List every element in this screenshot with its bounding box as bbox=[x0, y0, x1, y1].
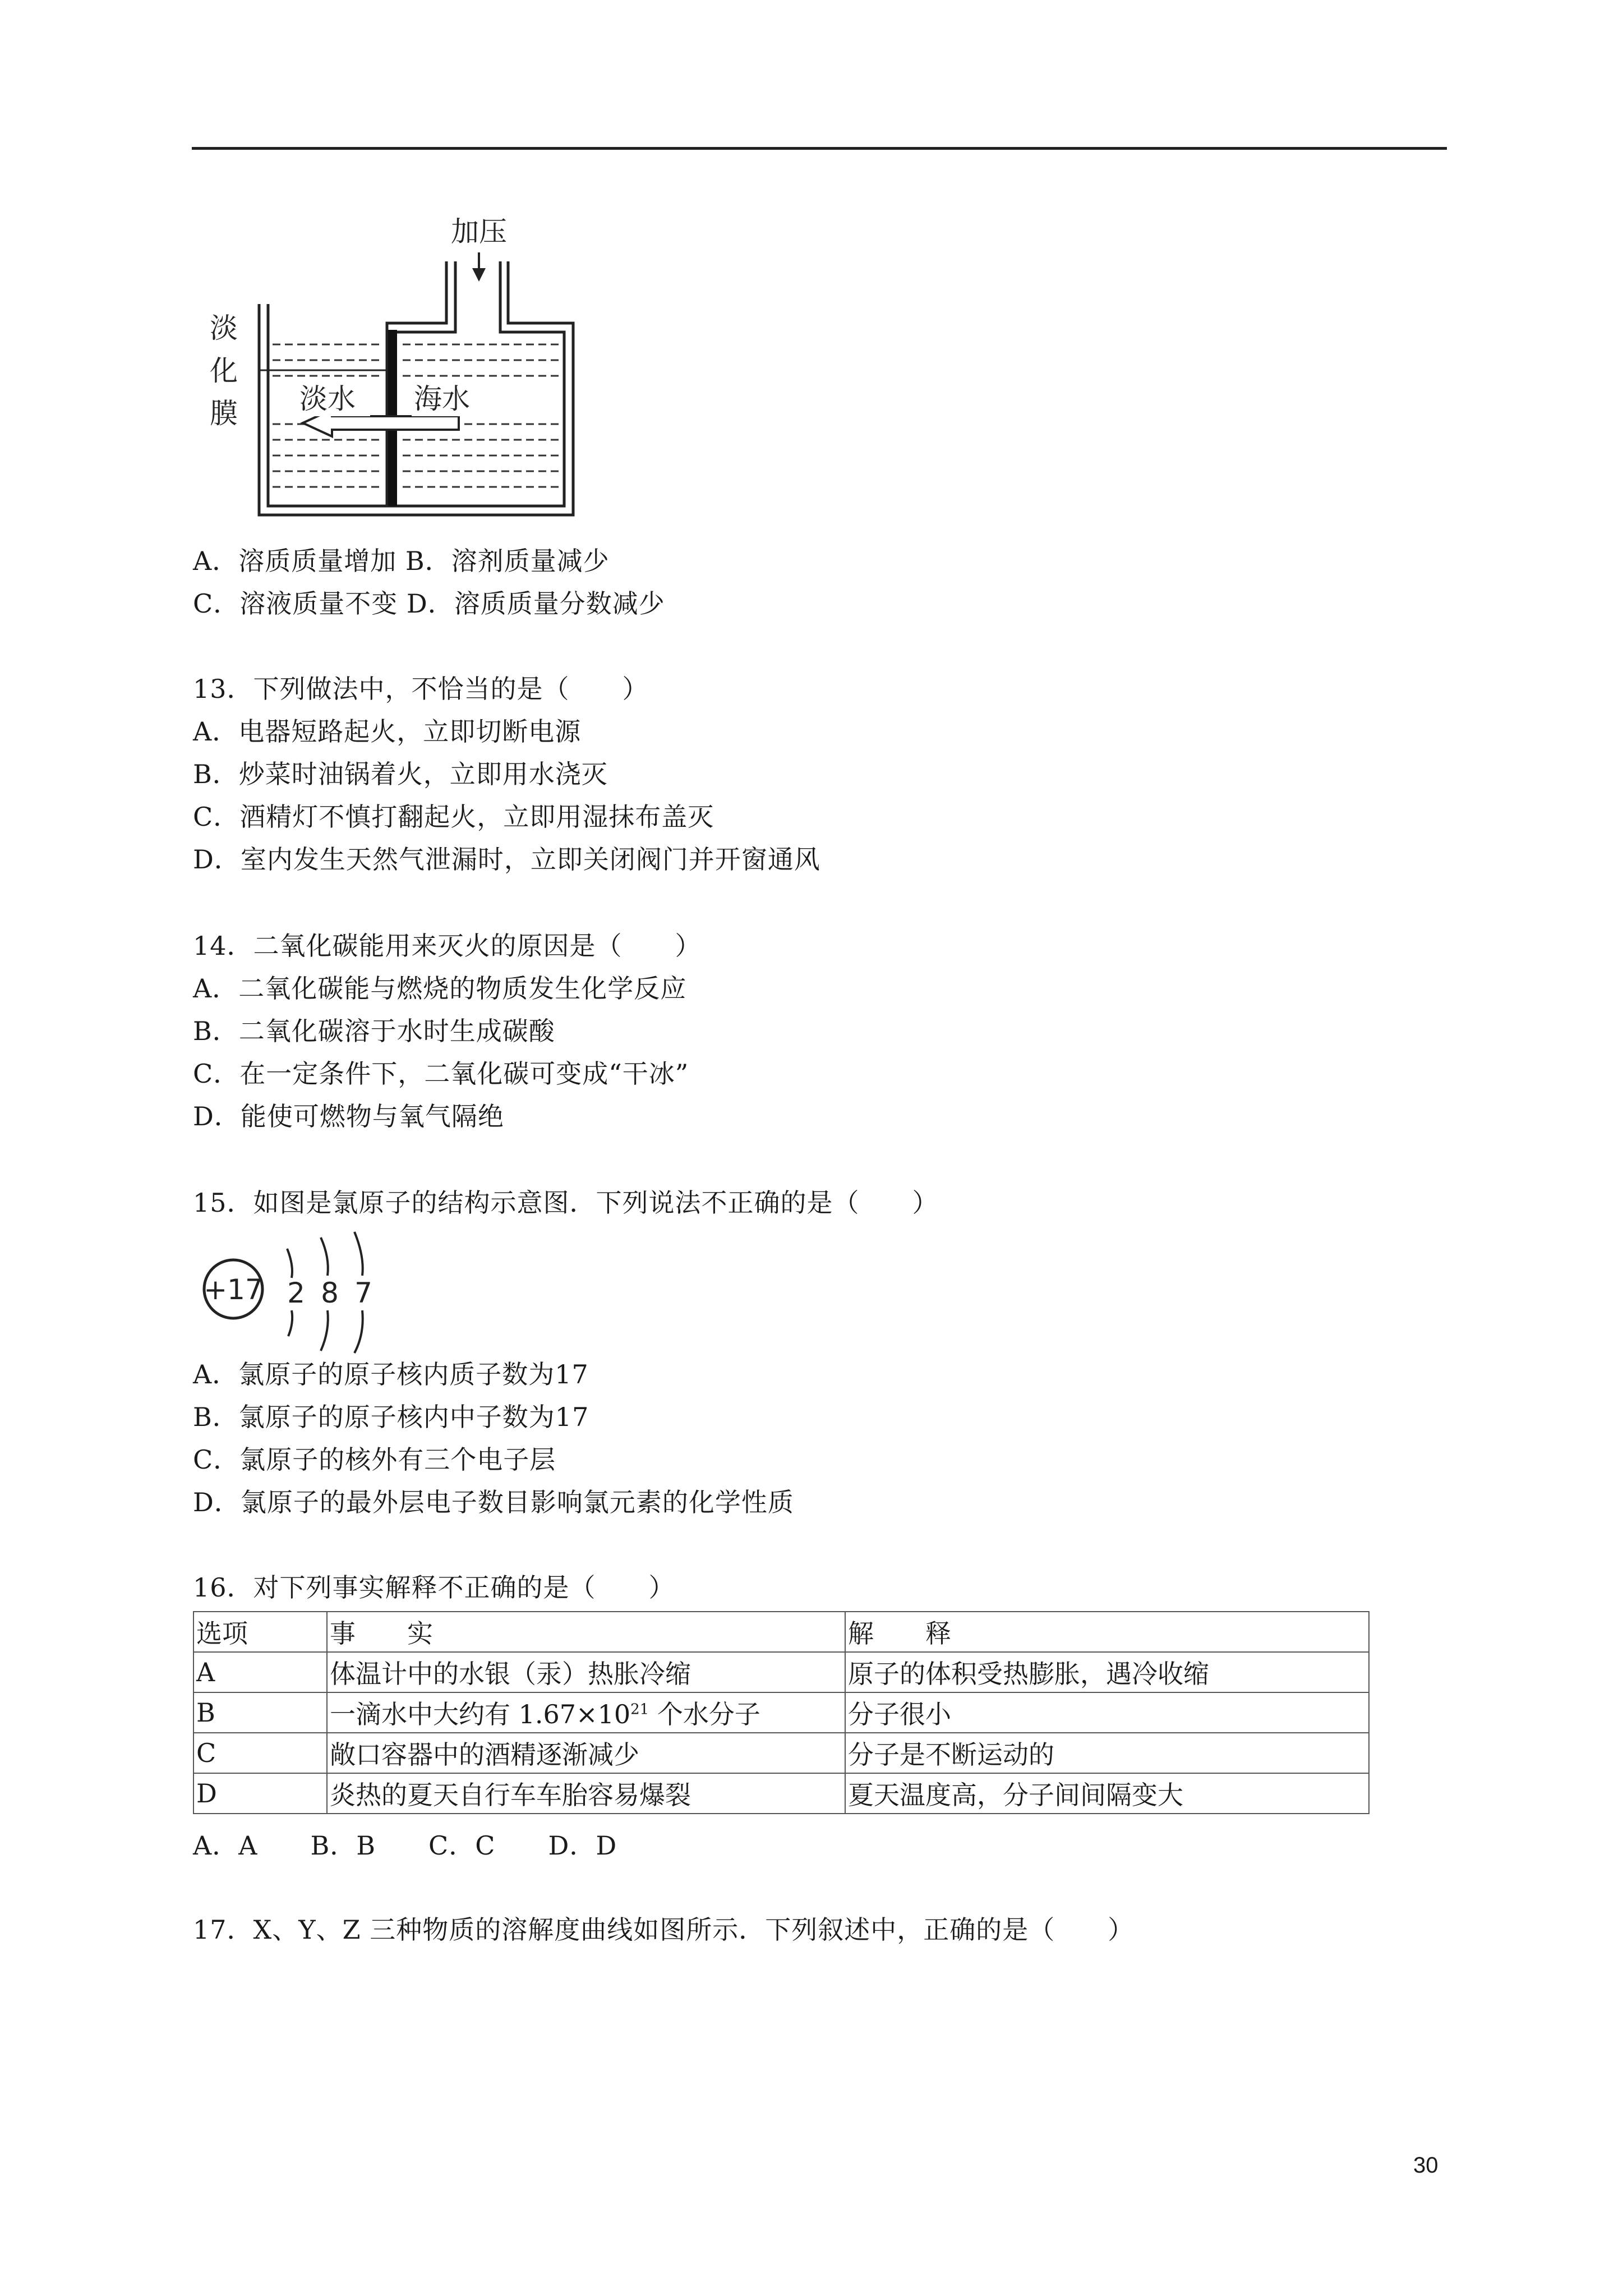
q14-option-d: D．能使可燃物与氧气隔绝 bbox=[193, 1101, 504, 1131]
table-row bbox=[193, 1652, 1369, 1692]
q15-stem: 15．如图是氯原子的结构示意图．下列说法不正确的是（ ） bbox=[193, 1188, 939, 1218]
q13-option-d: D．室内发生天然气泄漏时，立即关闭阀门并开窗通风 bbox=[193, 844, 820, 875]
atom-shell-3: 7 bbox=[354, 1277, 372, 1309]
q14-option-c: C．在一定条件下，二氧化碳可变成“干冰” bbox=[193, 1059, 689, 1089]
row-explain: 分子很小 bbox=[845, 1692, 1369, 1733]
atom-shell-1: 2 bbox=[287, 1277, 305, 1309]
table-header-row bbox=[193, 1612, 1369, 1652]
row-option: B bbox=[193, 1692, 327, 1733]
q12-options-line1: A．溶质质量增加 B．溶剂质量减少 bbox=[193, 546, 610, 576]
row-fact-suffix: 个水分子 bbox=[649, 1699, 760, 1729]
q16-facts-table bbox=[193, 1611, 1370, 1814]
q14-stem: 14．二氧化碳能用来灭火的原因是（ ） bbox=[193, 931, 702, 961]
row-explain: 夏天温度高，分子间间隔变大 bbox=[845, 1773, 1369, 1814]
atom-nucleus-label: +17 bbox=[204, 1273, 263, 1306]
q15-option-a: A．氯原子的原子核内质子数为17 bbox=[193, 1359, 589, 1389]
fresh-water-label: 淡水 bbox=[299, 383, 356, 415]
q14-option-b: B．二氧化碳溶于水时生成碳酸 bbox=[193, 1016, 555, 1046]
q16-answers: A．A B．B C．C D．D bbox=[193, 1830, 617, 1861]
row-fact: 体温计中的水银（汞）热胀冷缩 bbox=[327, 1652, 845, 1692]
q12-options-line2: C．溶液质量不变 D．溶质质量分数减少 bbox=[193, 588, 665, 619]
header-explain: 解 释 bbox=[845, 1612, 1369, 1652]
row-fact-exponent: 21 bbox=[630, 1701, 649, 1718]
desalination-diagram bbox=[185, 208, 589, 522]
row-explain: 分子是不断运动的 bbox=[845, 1733, 1369, 1773]
membrane-label-3: 膜 bbox=[210, 397, 238, 430]
pressure-label: 加压 bbox=[451, 215, 507, 248]
header-rule bbox=[192, 147, 1447, 150]
table-row bbox=[193, 1733, 1369, 1773]
row-fact: 敞口容器中的酒精逐渐减少 bbox=[327, 1733, 845, 1773]
row-fact: 炎热的夏天自行车车胎容易爆裂 bbox=[327, 1773, 845, 1814]
row-explain: 原子的体积受热膨胀，遇冷收缩 bbox=[845, 1652, 1369, 1692]
q15-option-c: C．氯原子的核外有三个电子层 bbox=[193, 1444, 556, 1475]
row-option: D bbox=[193, 1773, 327, 1814]
table-row bbox=[193, 1692, 1369, 1733]
table-row bbox=[193, 1773, 1369, 1814]
row-option: C bbox=[193, 1733, 327, 1773]
membrane-label-2: 化 bbox=[210, 355, 238, 387]
q16-stem: 16．对下列事实解释不正确的是（ ） bbox=[193, 1572, 675, 1603]
row-fact bbox=[327, 1692, 845, 1733]
sea-water-label: 海水 bbox=[414, 383, 470, 415]
membrane-label-1: 淡 bbox=[210, 312, 238, 344]
atom-shell-2: 8 bbox=[321, 1277, 339, 1309]
q13-option-b: B．炒菜时油锅着火，立即用水浇灭 bbox=[193, 759, 608, 789]
header-fact: 事 实 bbox=[327, 1612, 845, 1652]
q13-stem: 13．下列做法中，不恰当的是（ ） bbox=[193, 674, 649, 704]
row-fact-text: 一滴水中大约有 1.67×10 bbox=[330, 1699, 631, 1729]
q14-option-a: A．二氧化碳能与燃烧的物质发生化学反应 bbox=[193, 973, 687, 1004]
header-option: 选项 bbox=[193, 1612, 327, 1652]
q17-stem: 17．X、Y、Z 三种物质的溶解度曲线如图所示．下列叙述中，正确的是（ ） bbox=[193, 1915, 1135, 1945]
q13-option-c: C．酒精灯不慎打翻起火，立即用湿抹布盖灭 bbox=[193, 802, 714, 832]
q15-option-d: D．氯原子的最外层电子数目影响氯元素的化学性质 bbox=[193, 1487, 794, 1517]
q13-option-a: A．电器短路起火，立即切断电源 bbox=[193, 716, 582, 747]
row-option: A bbox=[193, 1652, 327, 1692]
page-number: 30 bbox=[1413, 2153, 1438, 2178]
q15-option-b: B．氯原子的原子核内中子数为17 bbox=[193, 1402, 589, 1432]
chlorine-atom-diagram bbox=[193, 1226, 384, 1355]
